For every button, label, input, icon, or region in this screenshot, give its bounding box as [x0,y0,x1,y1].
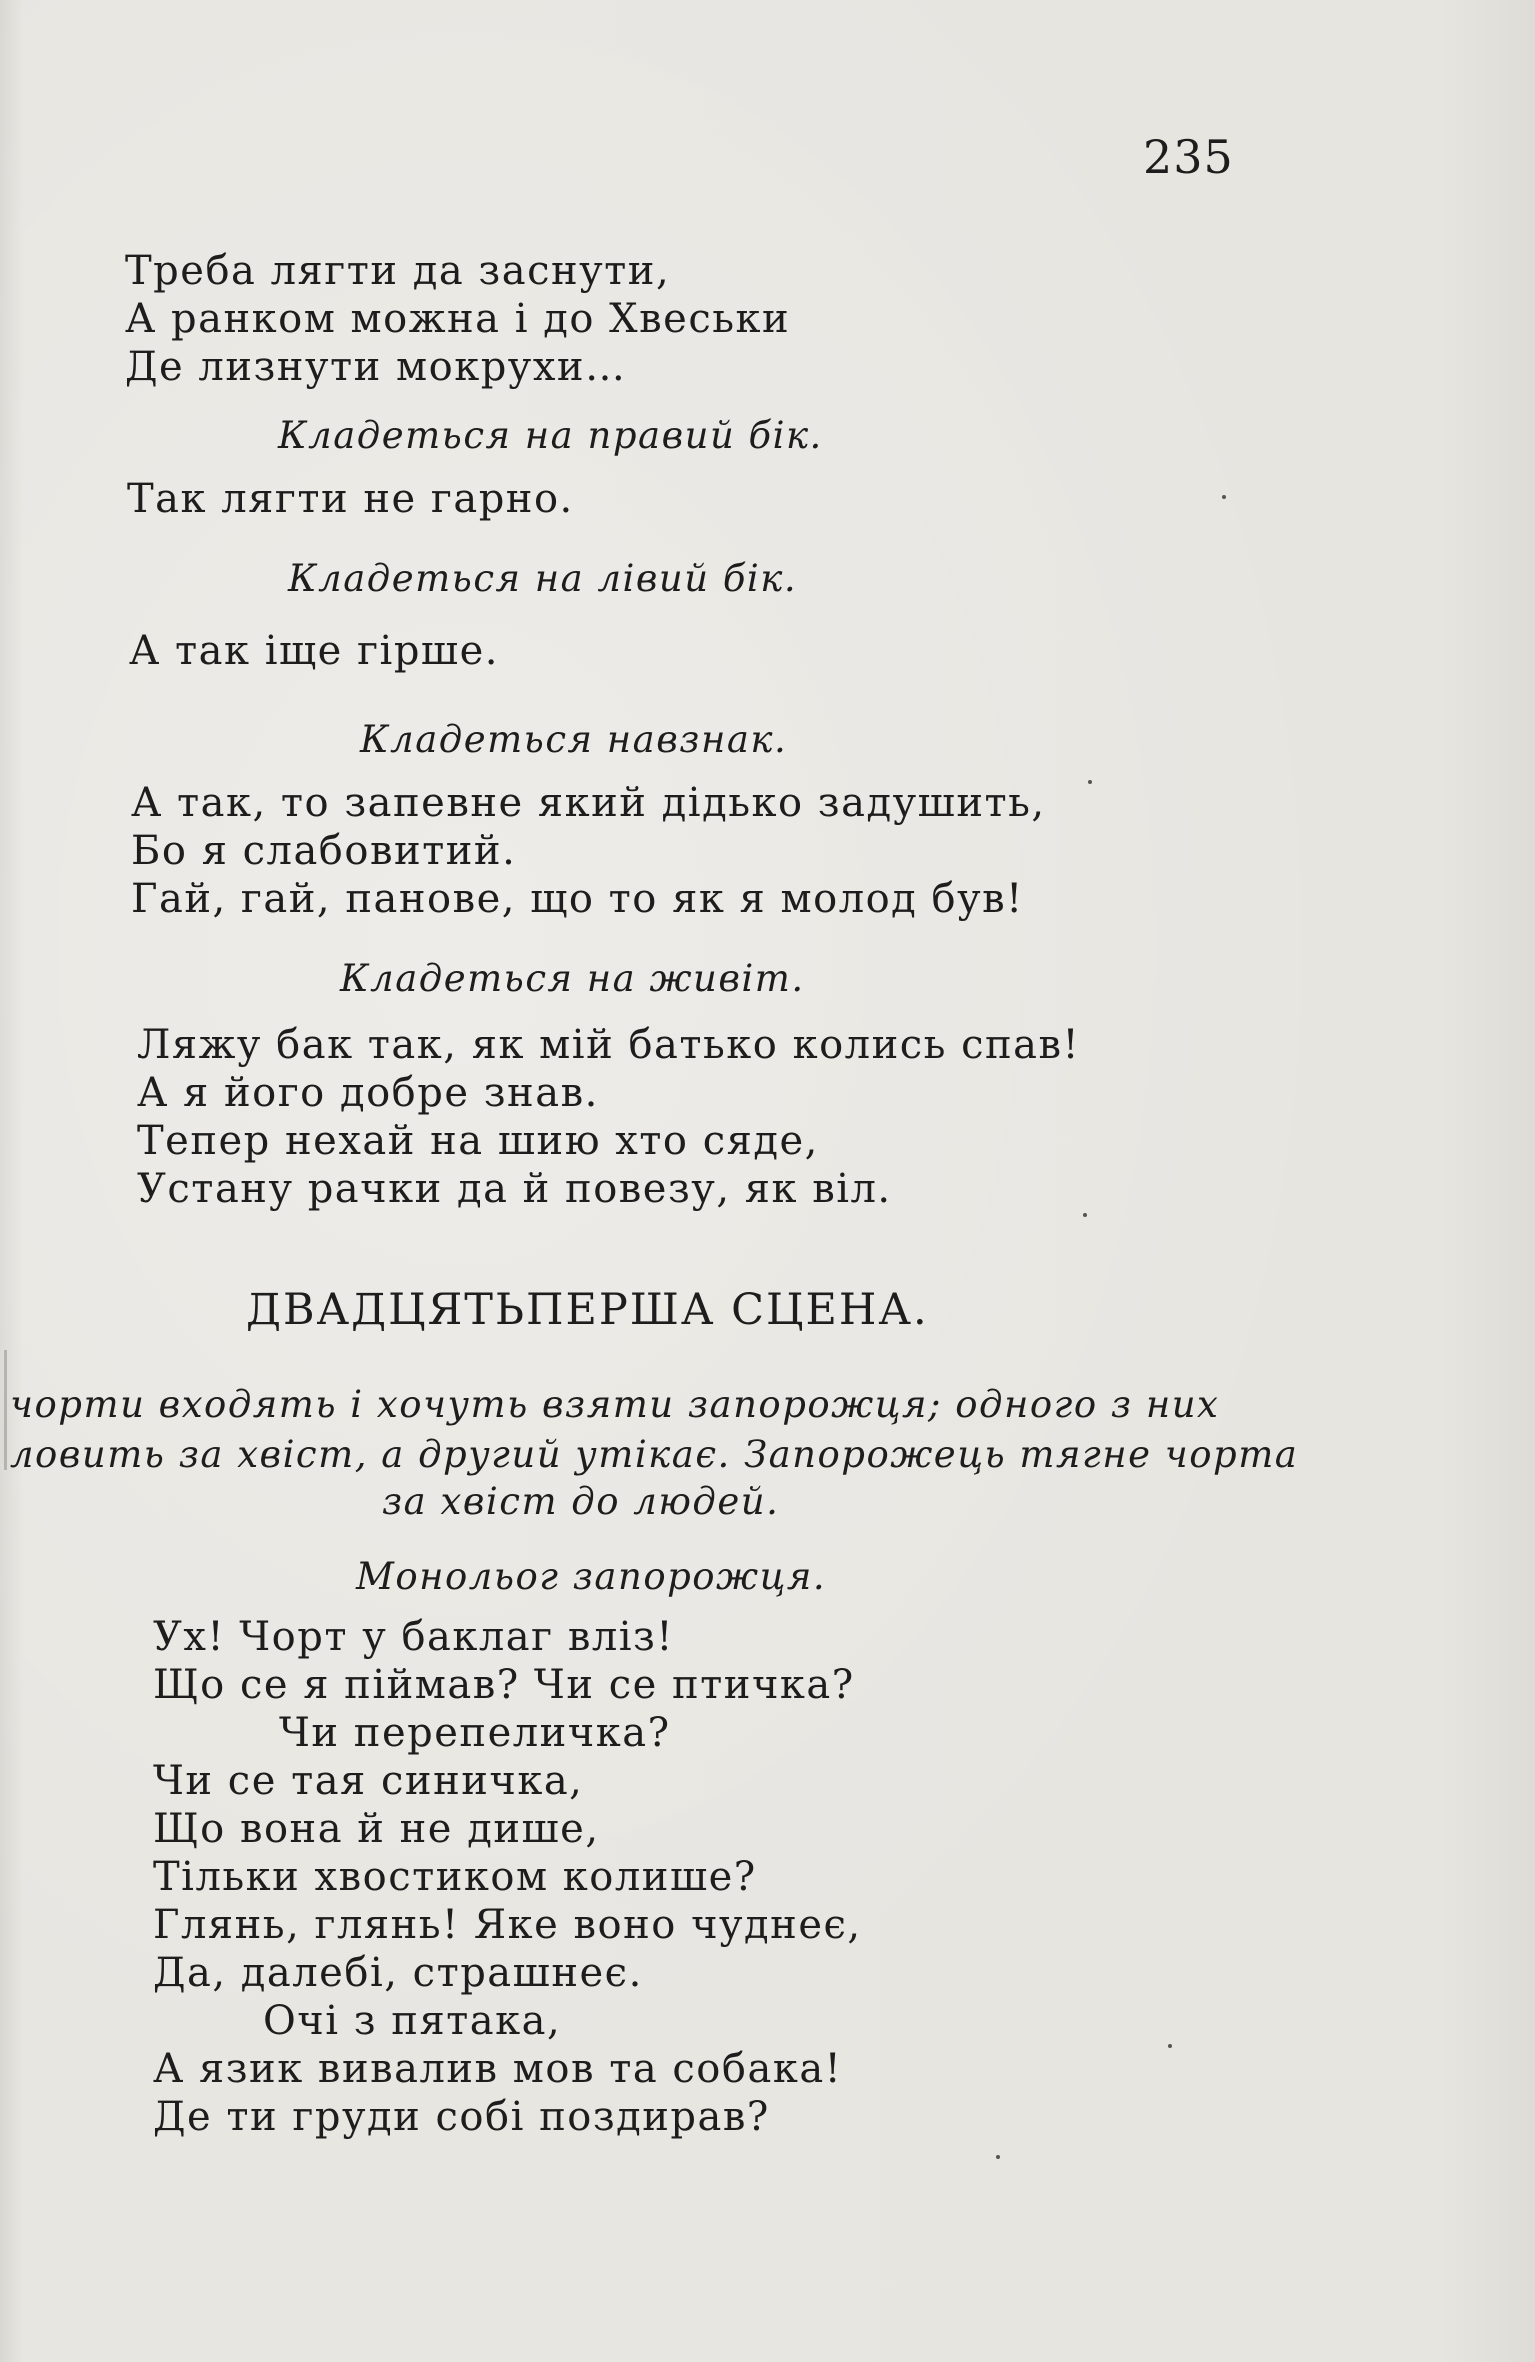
scene-direction-line: ловить за хвіст, а другий утікає. Запорожець тягне чорта [10,1433,1299,1476]
monologue-block [153,1613,862,2141]
verse-line: А так, то запевне який дідько задушить, [131,780,1046,826]
verse-line: А так іще гірше. [129,628,499,674]
verse-line: Чи се тая синичка, [153,1758,584,1804]
verse-line-indented: Очі з пятака, [263,1998,562,2044]
verse-line-single-a [127,475,574,523]
stage-direction: Кладеться на живіт. [340,957,805,1000]
scene-direction-line: за хвіст до людей. [382,1480,780,1523]
verse-line: Тільки хвостиком колише? [153,1854,757,1900]
page-number: 235 [1143,130,1234,184]
ink-speck [1222,495,1226,499]
ink-speck [1083,1213,1087,1217]
stage-direction: Кладеться навзнак. [360,718,788,761]
verse-line: Глянь, глянь! Яке воно чуднеє, [153,1902,862,1948]
verse-block-2 [131,779,1046,923]
verse-line: Треба лягти да заснути, [125,248,671,294]
stage-direction: Кладеться на правий бік. [278,414,823,457]
ink-speck [1168,2044,1172,2048]
verse-line: Ляжу бак так, як мій батько колись спав! [137,1022,1081,1068]
ink-speck [996,2155,1000,2159]
verse-block-1 [125,247,790,391]
verse-line: Устану рачки да й повезу, як віл. [137,1166,892,1212]
verse-line: Де лизнути мокрухи… [125,344,627,390]
scene-direction-line: чорти входять і хочуть взяти запорожця; одного з них [10,1383,1220,1426]
verse-line: А я його добре знав. [137,1070,599,1116]
verse-line: Бо я слабовитий. [131,828,517,874]
scene-title: ДВАДЦЯТЬПЕРША СЦЕНА. [246,1285,929,1335]
verse-line: Гай, гай, панове, що то як я молод був! [131,876,1024,922]
verse-line: А ранком можна і до Хвеськи [125,296,791,342]
verse-line-single-b [129,627,499,675]
verse-line-indented: Чи перепеличка? [279,1710,671,1756]
verse-line: Тепер нехай на шию хто сяде, [137,1118,819,1164]
ink-speck [1088,780,1092,784]
verse-line: А язик вивалив мов та собака! [153,2046,843,2092]
stage-direction: Кладеться на лівий бік. [288,557,798,600]
page-edge-mark [4,1350,7,1470]
verse-block-3 [137,1021,1080,1213]
monologue-heading: Монольог запорожця. [356,1555,827,1598]
verse-line: Ух! Чорт у баклаг вліз! [153,1614,674,1660]
verse-line: Що вона й не дише, [153,1806,600,1852]
verse-line: Да, далебі, страшнеє. [153,1950,643,1996]
verse-line: Так лягти не гарно. [127,476,574,522]
verse-line: Що се я піймав? Чи се птичка? [153,1662,855,1708]
verse-line: Де ти груди собі поздирав? [153,2094,770,2140]
